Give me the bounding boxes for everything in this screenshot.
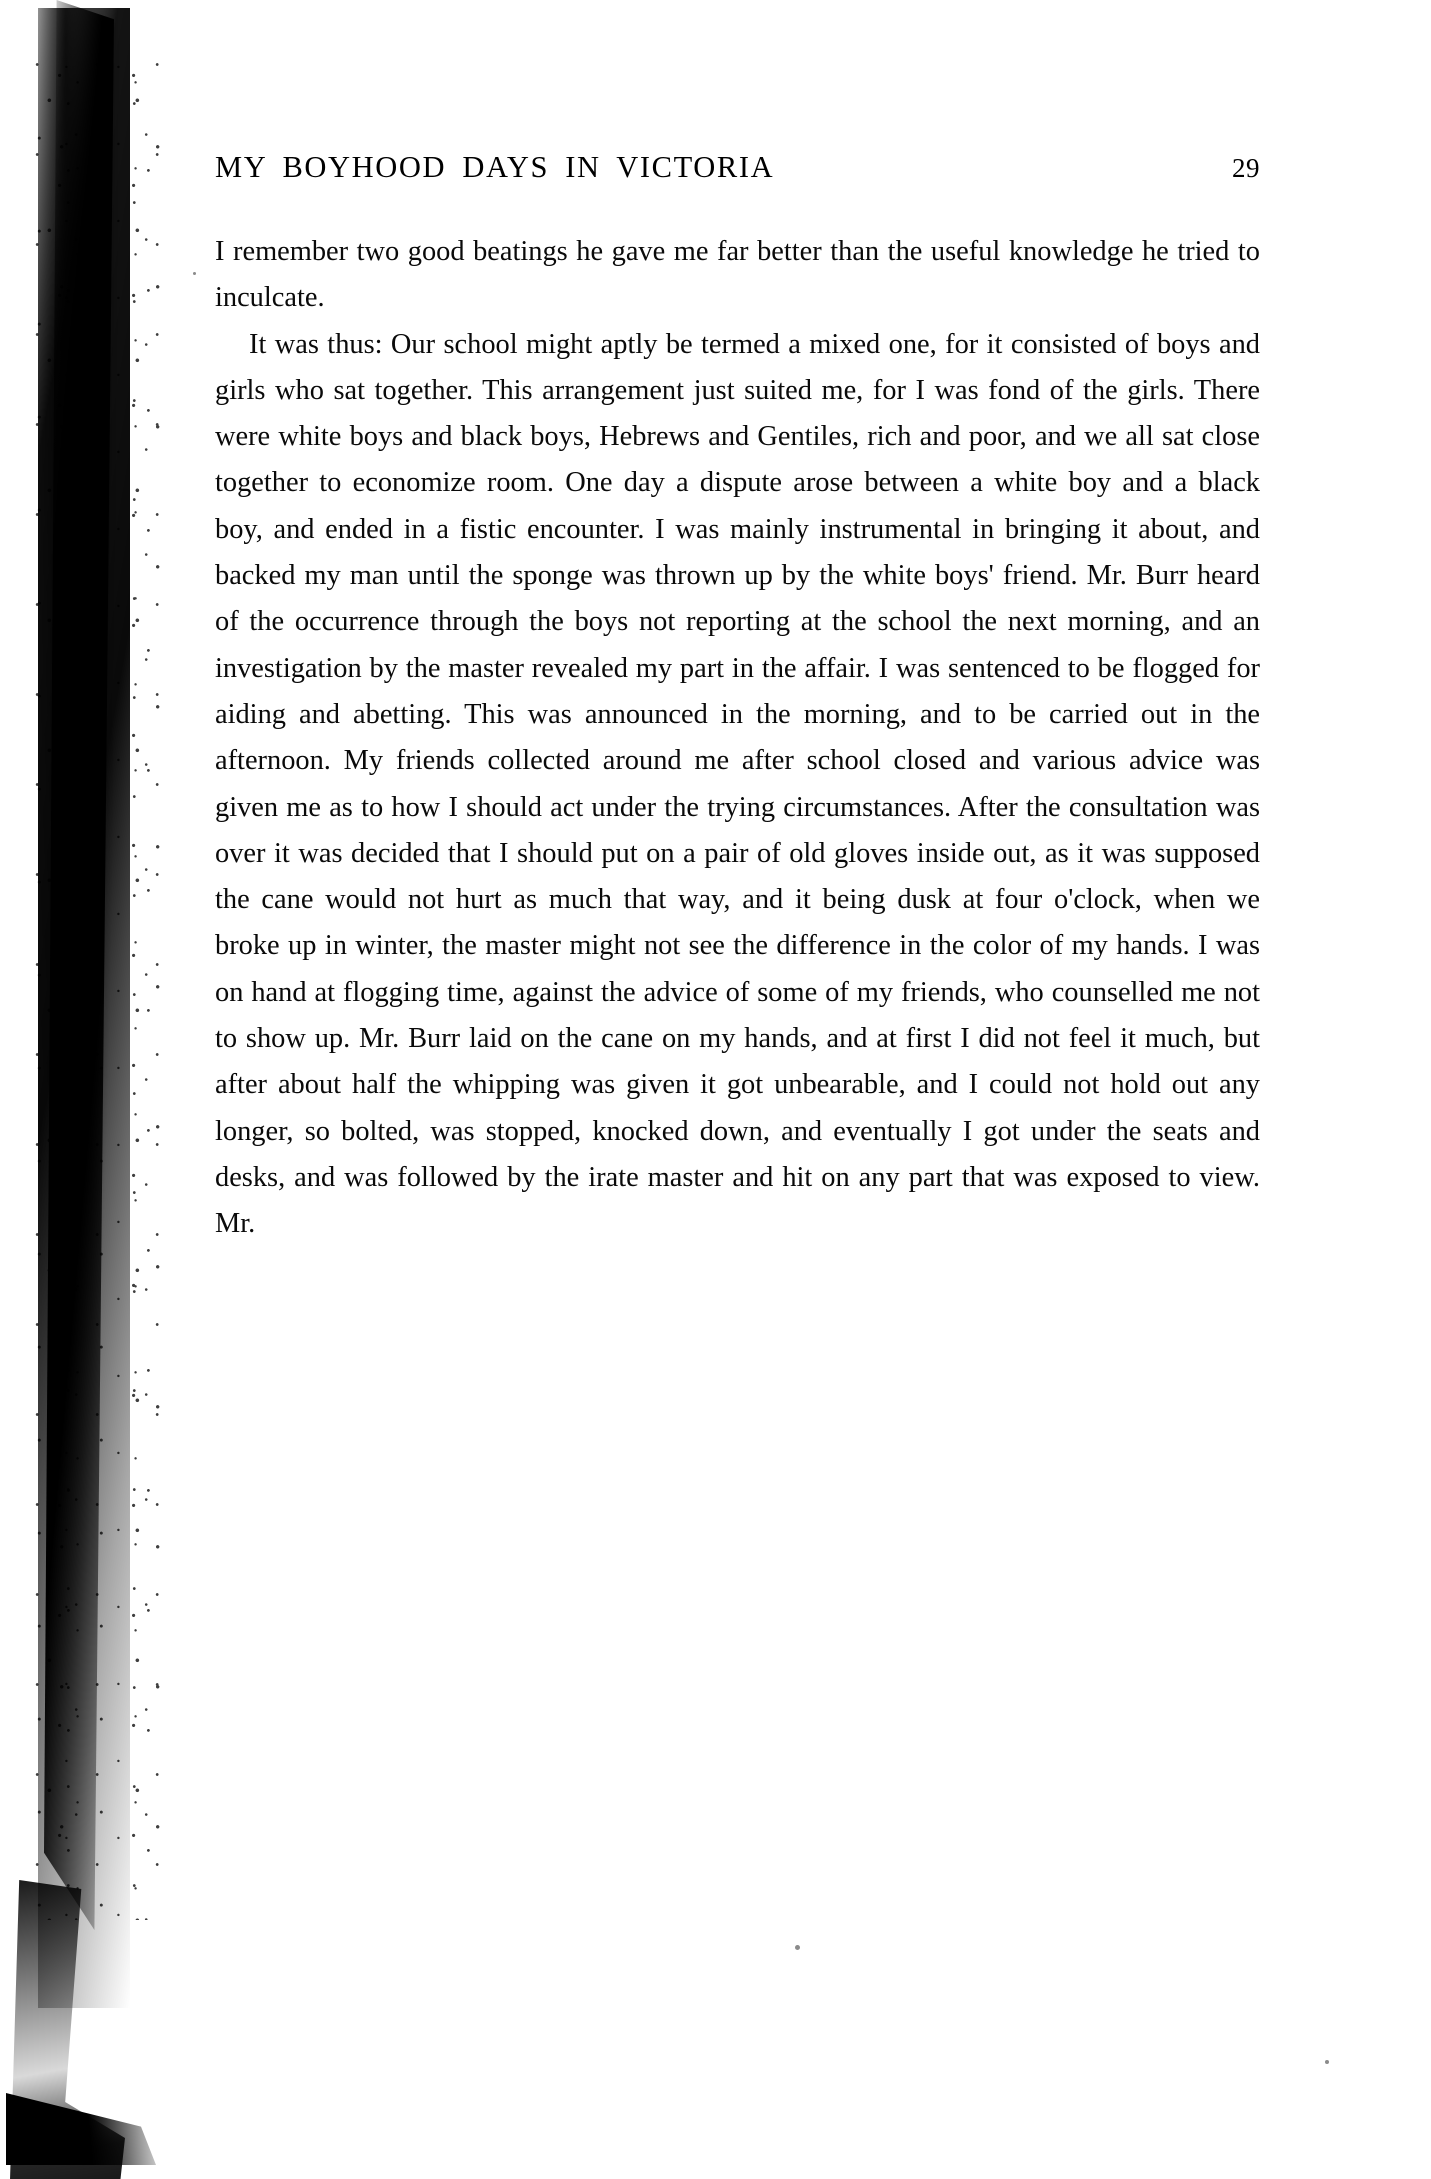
gutter-core [44, 0, 114, 1930]
gutter-shadow [38, 8, 130, 2008]
body-text [215, 229, 1260, 1248]
scan-artifact-speck [193, 272, 196, 275]
gutter-tail-shadow [6, 2085, 156, 2165]
scan-artifact-speck [1325, 2060, 1329, 2064]
scan-artifact-speck [795, 1945, 800, 1950]
paragraph-1: I remember two good beatings he gave me far better than the useful knowledge he tried to inculcate. [215, 236, 1260, 314]
page-title: MY BOYHOOD DAYS IN VICTORIA [215, 150, 775, 184]
scan-speckle-texture [30, 60, 160, 1920]
book-binding-shadow [0, 0, 190, 2179]
page-content [215, 0, 1260, 1248]
page-number: 29 [1232, 153, 1260, 183]
gutter-foot-shadow [10, 1880, 125, 2179]
paragraph-2: It was thus: Our school might aptly be termed a mixed one, for it consisted of boys and girls who sat together. This arrangement just suited me, for I was fond of the girls. There were white boys and black boys, Hebrews and Gentiles, rich and poor, and we all sat close together to economize room. One day a dispute arose between a white boy and a black boy, and ended in a fistic encounter. I was mainly instrumental in bringing it about, and backed my man until the sponge was thrown up by the white boys' friend. Mr. Burr heard of the occurrence through the boys not reporting at the school the next morning, and an investigation by the master revealed my part in the affair. I was sentenced to be flogged for aiding and abetting. This was announced in the morning, and to be carried out in the afternoon. My friends collected around me after school closed and various advice was given me as to how I should act under the trying circumstances. After the consultation was over it was decided that I should put on a pair of old gloves inside out, as it was supposed the cane would not hurt as much that way, and it being dusk at four o'clock, when we broke up in winter, the master might not see the difference in the color of my hands. I was on hand at flogging time, against the advice of some of my friends, who counselled me not to show up. Mr. Burr laid on the cane on my hands, and at first I did not feel it much, but after about half the whipping was given it got unbearable, and I could not hold out any longer, so bolted, was stopped, knocked down, and eventually I got under the seats and desks, and was followed by the irate master and hit on any part that was exposed to view. Mr. [215, 328, 1260, 1240]
running-head [215, 150, 1260, 185]
